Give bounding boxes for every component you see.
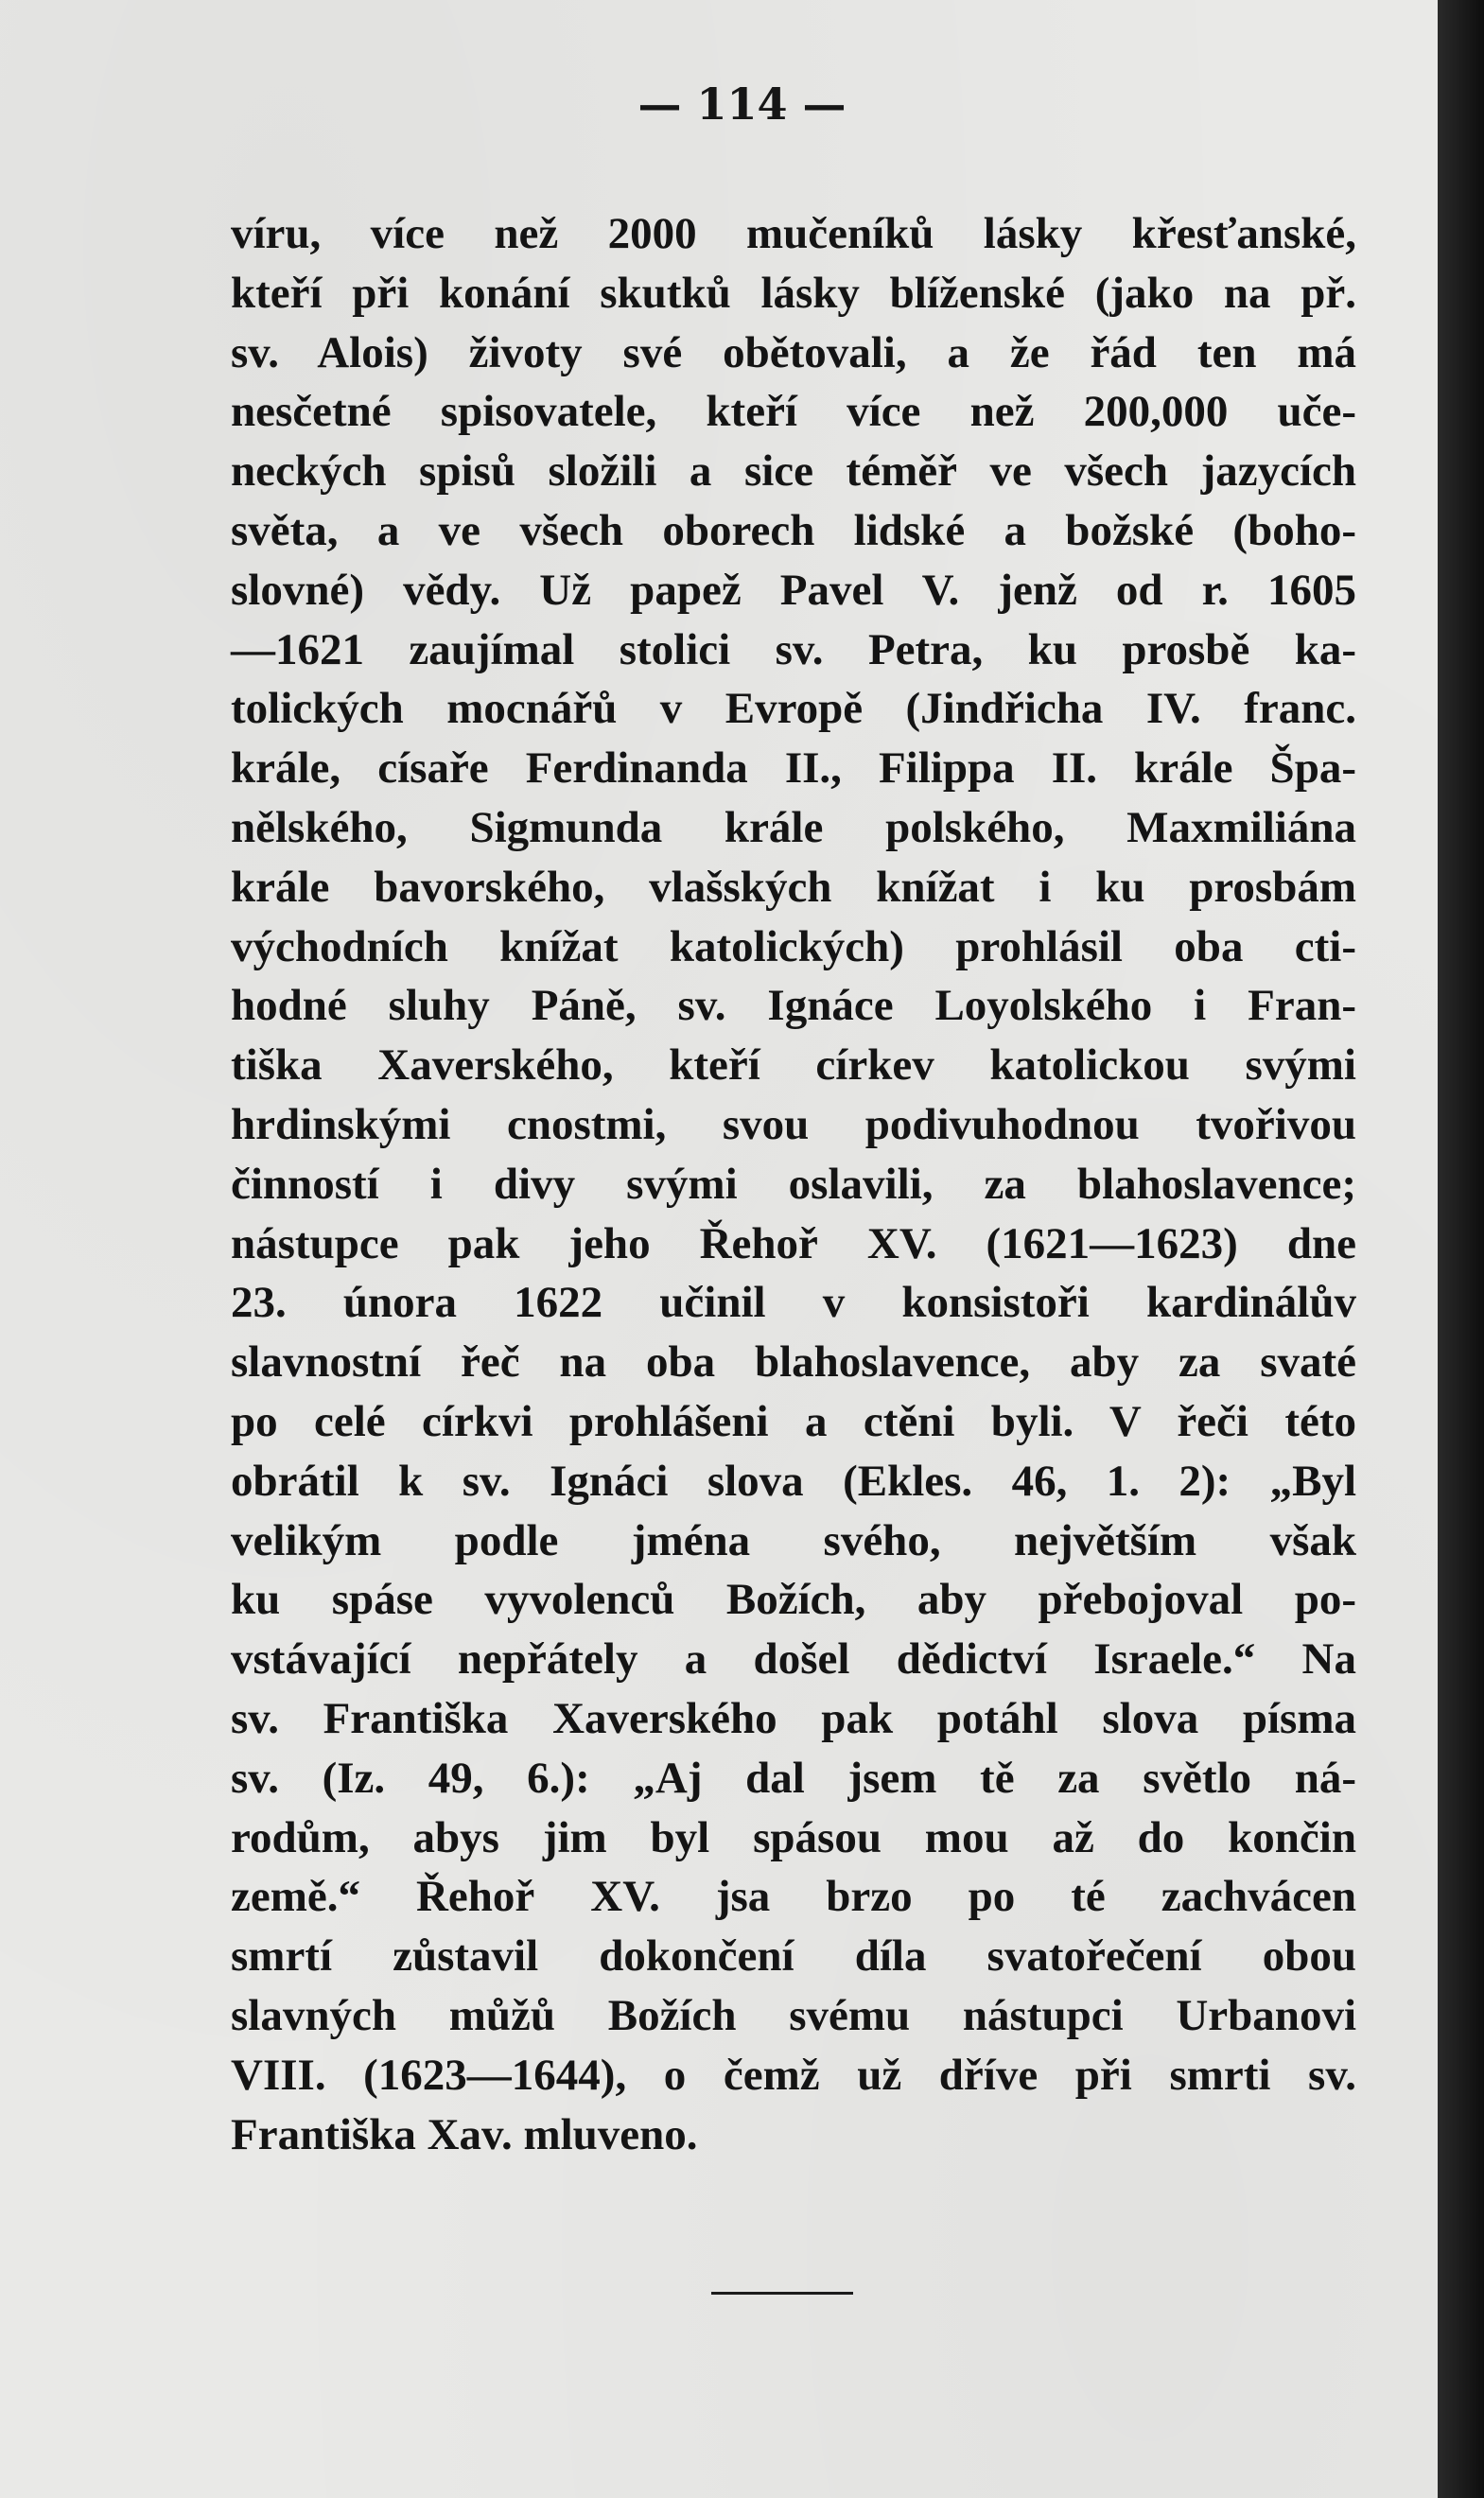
- page-edge-shadow: [1438, 0, 1484, 2498]
- text-line: slavných můžů Božích svému nástupci Urbanovi: [231, 1990, 1356, 2040]
- text-line: 23. února 1622 učinil v konsistoři kardinálův: [231, 1278, 1356, 1328]
- text-line: smrtí zůstavil dokončení díla svatořečení obou: [231, 1931, 1356, 1982]
- page-number: — 114 —: [637, 79, 847, 130]
- text-line: —1621 zaujímal stolici sv. Petra, ku prosbě ka-: [231, 624, 1356, 674]
- text-line: činností i divy svými oslavili, za blahoslavence;: [231, 1159, 1356, 1209]
- text-line: tolických mocnářů v Evropě (Jindřicha IV. franc.: [231, 684, 1356, 734]
- text-line: neckých spisů složili a sice téměř ve všech jazycích: [231, 446, 1356, 497]
- text-line: krále, císaře Ferdinanda II., Filippa II. krále Špa-: [231, 743, 1356, 794]
- text-line: země.“ Řehoř XV. jsa brzo po té zachvácen: [231, 1872, 1356, 1922]
- text-line: východních knížat katolických) prohlásil oba cti-: [231, 921, 1356, 971]
- text-line: nástupce pak jeho Řehoř XV. (1621—1623) dne: [231, 1218, 1356, 1268]
- text-line: víru, více než 2000 mučeníků lásky křesťanské,: [231, 209, 1356, 258]
- text-line: po celé církvi prohlášeni a ctěni byli. V řeči této: [231, 1396, 1356, 1446]
- text-line: VIII. (1623—1644), o čemž už dříve při smrti sv.: [231, 2050, 1356, 2100]
- text-line: tiška Xaverského, kteří církev katolickou svými: [231, 1040, 1356, 1091]
- text-line: velikým podle jména svého, největším však: [231, 1515, 1356, 1565]
- text-line-last: Františka Xav. mluveno.: [231, 2109, 698, 2159]
- text-line: nělského, Sigmunda krále polského, Maxmiliána: [231, 802, 1356, 852]
- text-line: světa, a ve všech oborech lidské a božské (boho-: [231, 505, 1356, 555]
- text-line: kteří při konání skutků lásky blíženské (jako na př.: [231, 268, 1356, 318]
- text-line: sv. Františka Xaverského pak potáhl slova písma: [231, 1693, 1356, 1743]
- end-rule: [711, 2292, 853, 2295]
- text-line: sv. (Iz. 49, 6.): „Aj dal jsem tě za světlo ná-: [231, 1753, 1356, 1803]
- text-line: krále bavorského, vlašských knížat i ku prosbám: [231, 862, 1356, 912]
- text-line: ku spáse vyvolenců Božích, aby přebojoval po-: [231, 1575, 1356, 1625]
- text-line: vstávající nepřátely a došel dědictví Israele.“ Na: [231, 1634, 1356, 1685]
- text-line: slovné) vědy. Už papež Pavel V. jenž od r. 1605: [231, 565, 1356, 615]
- text-line: obrátil k sv. Ignáci slova (Ekles. 46, 1. 2): „Byl: [231, 1456, 1356, 1506]
- text-line: hrdinskými cnostmi, svou podivuhodnou tvořivou: [231, 1099, 1356, 1149]
- text-line: rodům, abys jim byl spásou mou až do končin: [231, 1812, 1356, 1862]
- body-text: [231, 204, 1356, 2164]
- text-line: nesčetné spisovatele, kteří více než 200,000 uče-: [231, 387, 1356, 437]
- text-line: hodné sluhy Páně, sv. Ignáce Loyolského i Fran-: [231, 981, 1356, 1031]
- text-line: slavnostní řeč na oba blahoslavence, aby za svaté: [231, 1337, 1356, 1388]
- text-line: sv. Alois) životy své obětovali, a že řád ten má: [231, 327, 1356, 377]
